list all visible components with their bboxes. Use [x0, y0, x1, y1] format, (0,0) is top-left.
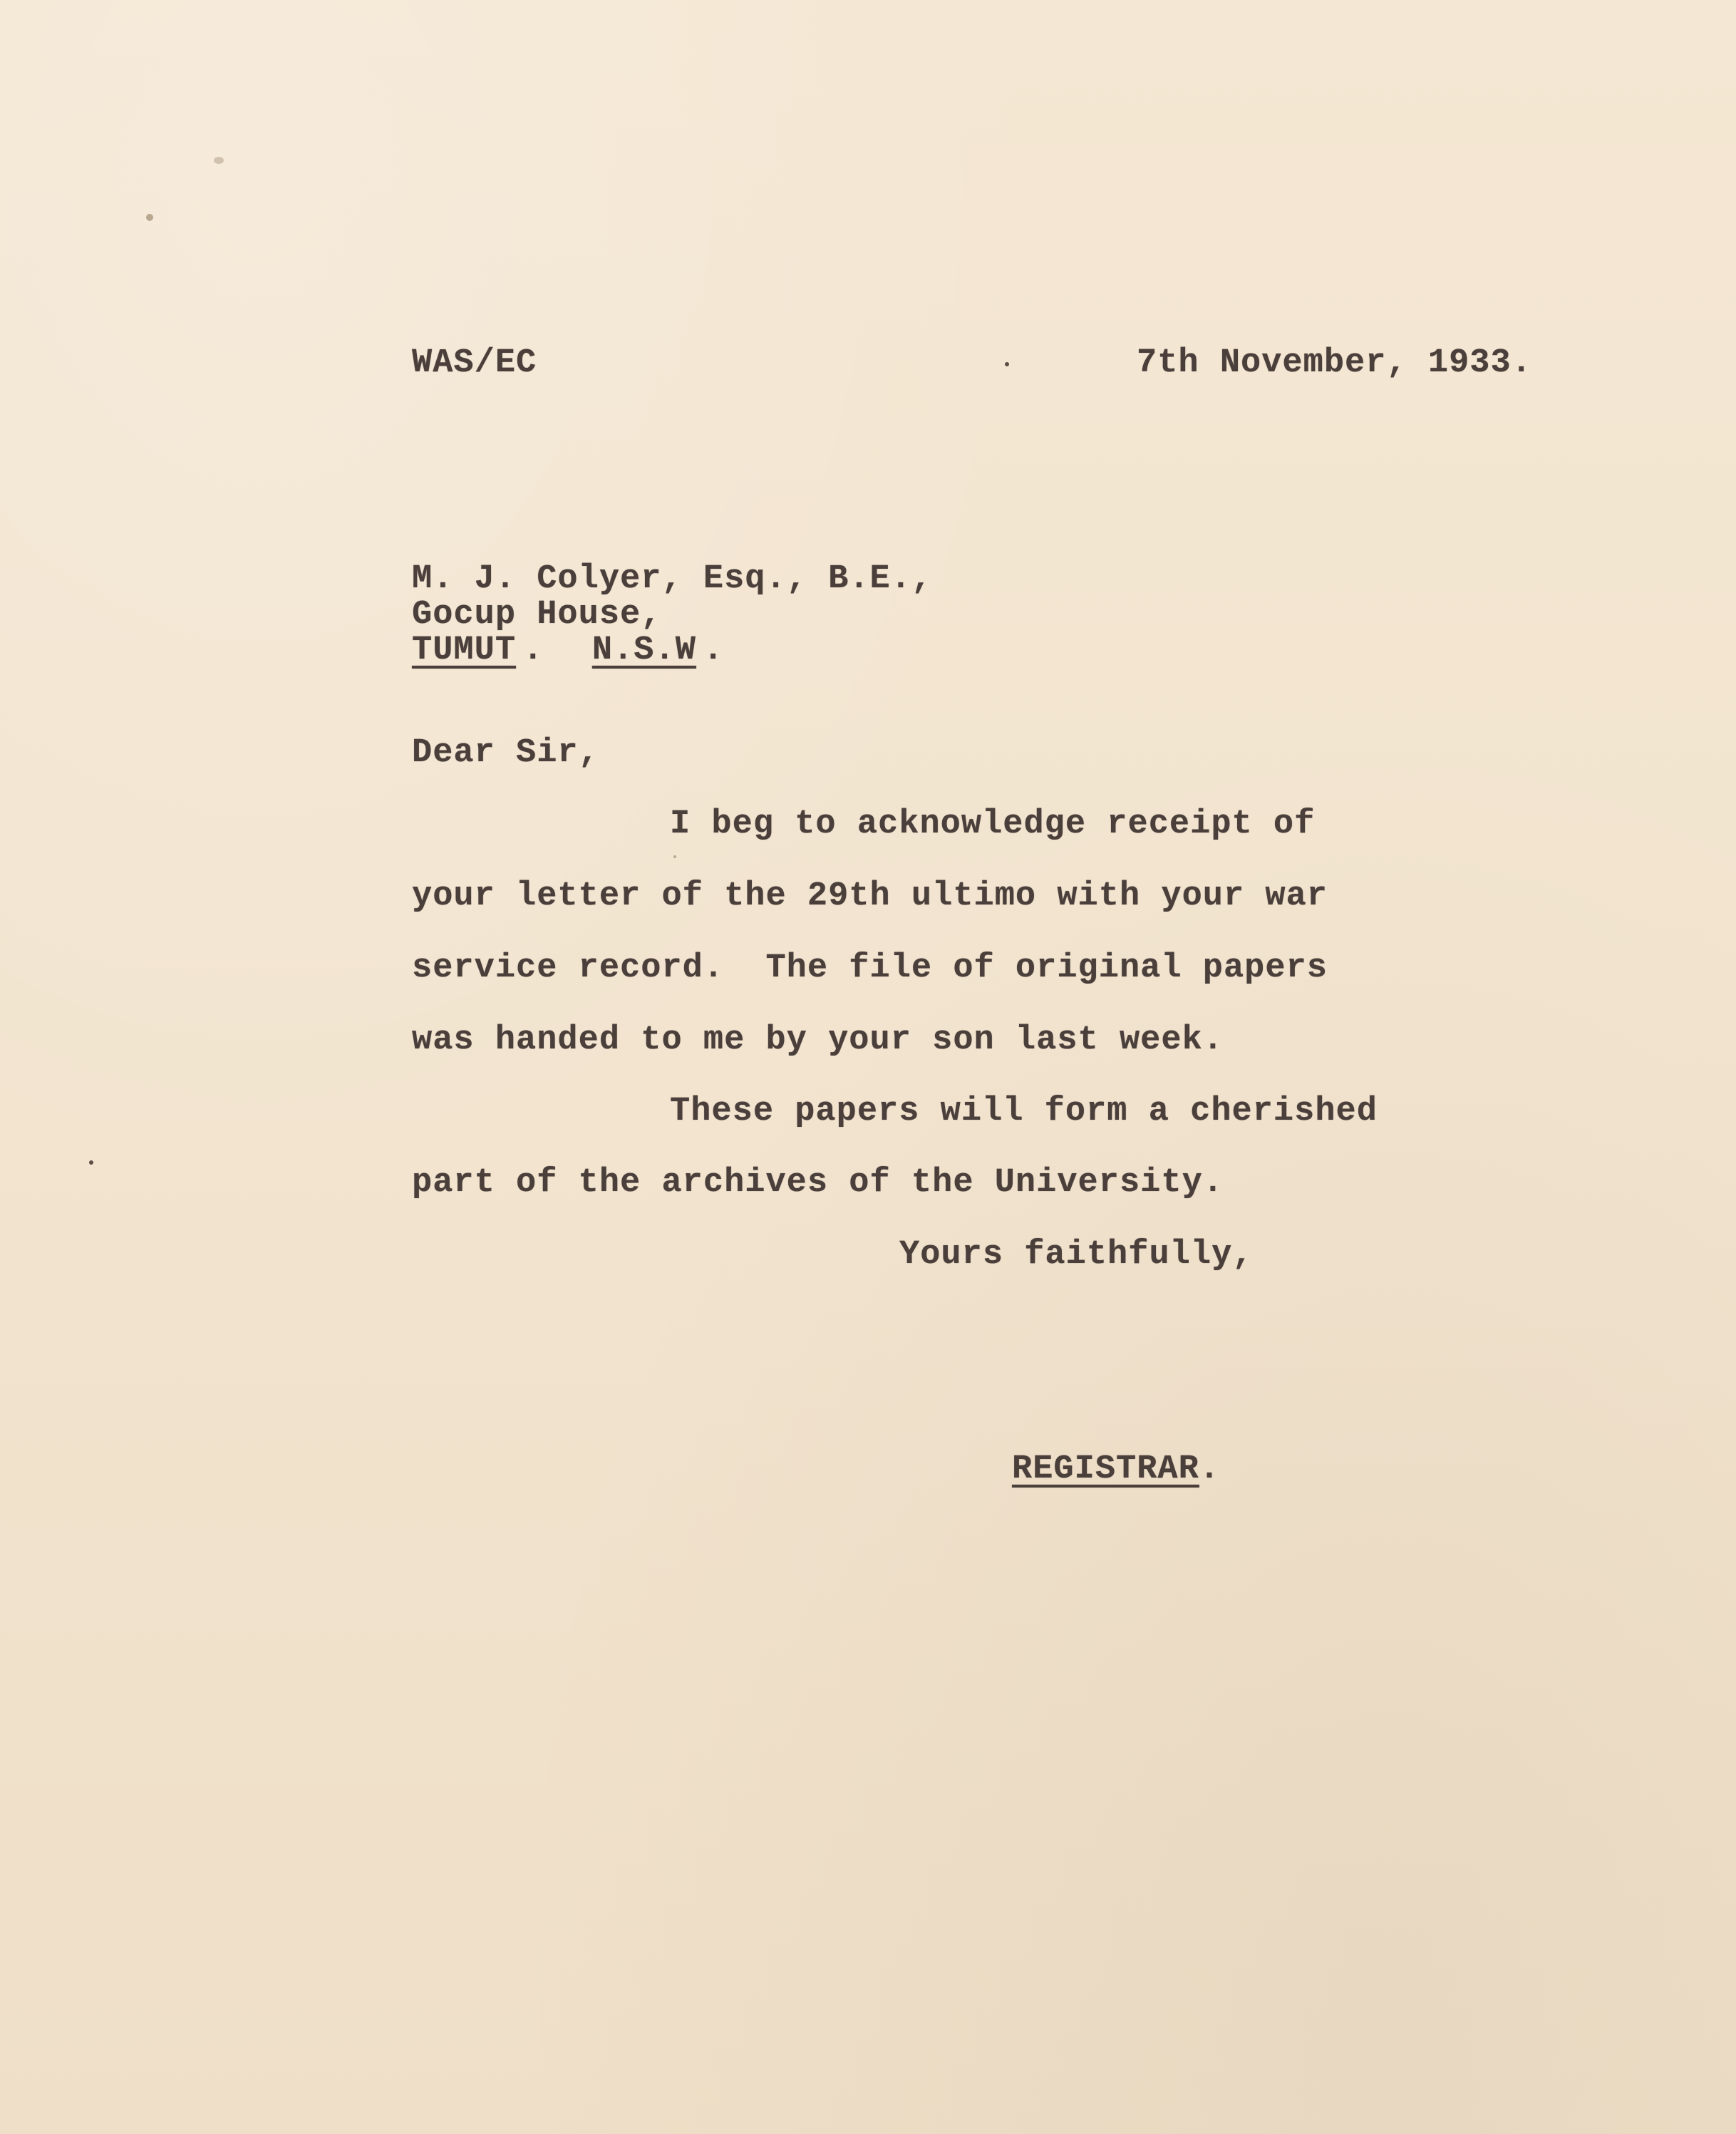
signatory-title: REGISTRAR — [1012, 1450, 1199, 1488]
body-line-1: I beg to acknowledge receipt of — [670, 805, 1316, 843]
salutation: Dear Sir, — [412, 734, 599, 772]
recipient-town-line — [412, 634, 724, 667]
body-line-6: part of the archives of the University. — [412, 1164, 1224, 1202]
paper-mark — [214, 157, 224, 164]
body-line-3: service record. The file of original papers — [412, 949, 1328, 987]
town-period: . — [522, 632, 586, 669]
reference-code: WAS/EC — [412, 344, 537, 382]
letter-date: 7th November, 1933. — [1137, 344, 1532, 382]
body-line-2: your letter of the 29th ultimo with your war — [412, 877, 1328, 915]
paper-mark — [146, 214, 153, 221]
body-line-4: was handed to me by your son last week. — [412, 1021, 1224, 1059]
recipient-name: M. J. Colyer, Esq., B.E., — [412, 560, 933, 598]
recipient-state: N.S.W — [591, 632, 696, 669]
recipient-street: Gocup House, — [412, 596, 662, 634]
state-period: . — [703, 632, 724, 669]
signatory-period: . — [1199, 1450, 1221, 1488]
closing: Yours faithfully, — [899, 1236, 1254, 1274]
paper-mark — [673, 855, 676, 858]
paper-mark — [89, 1160, 93, 1165]
recipient-town: TUMUT — [412, 632, 517, 669]
signature-block — [1012, 1450, 1221, 1488]
body-line-5: These papers will form a cherished — [670, 1093, 1378, 1130]
paper-mark — [1005, 362, 1009, 366]
